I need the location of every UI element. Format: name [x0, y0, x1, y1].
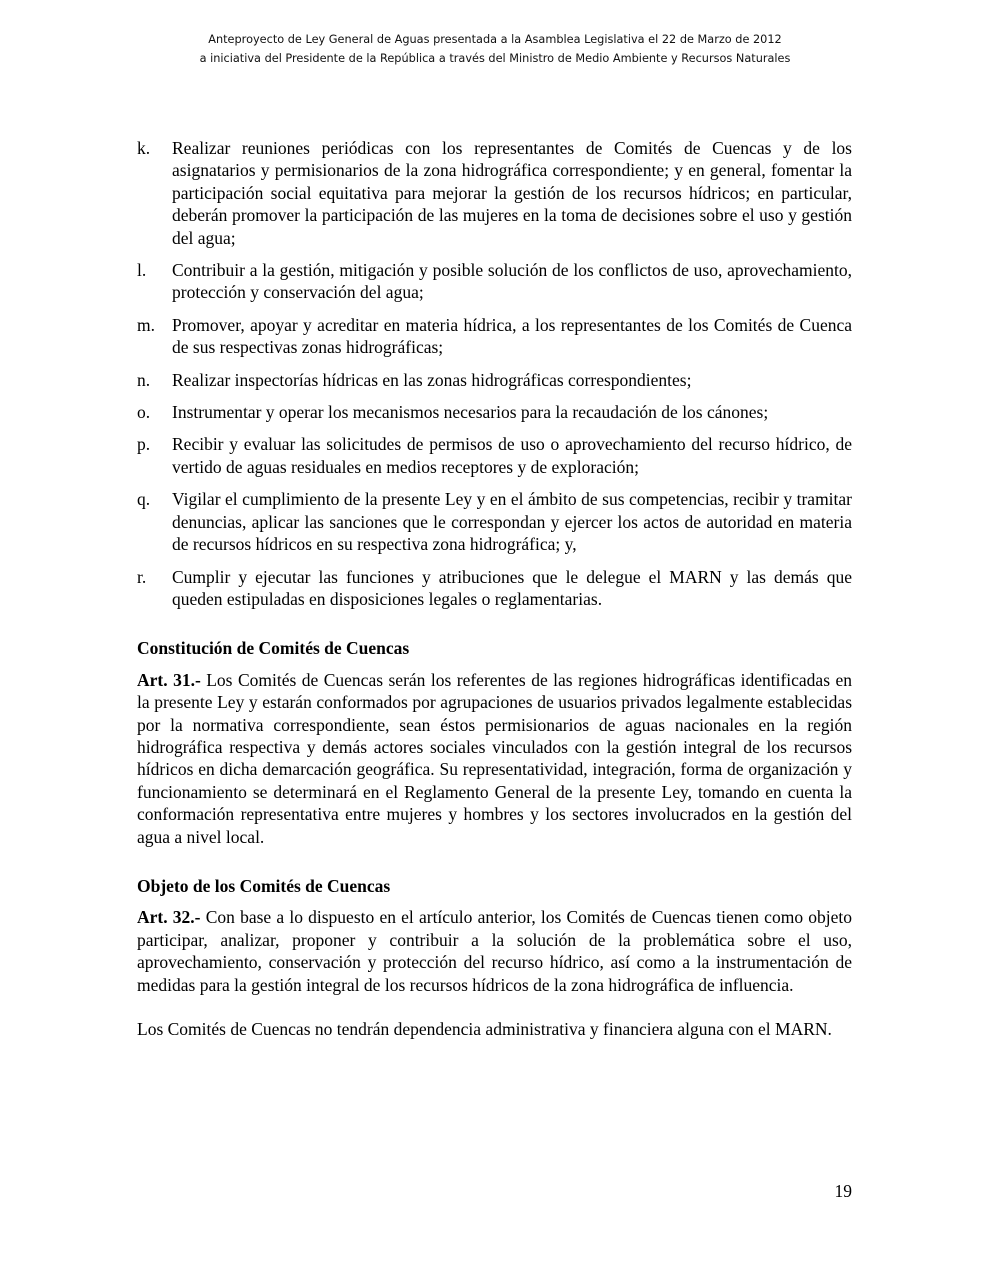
item-text: Realizar reuniones periódicas con los representantes de Comités de Cuencas y de los asignatarios y permisionarios de la zona hidrográfica correspondiente; y en general, fomentar la participación social equitativa para mejorar la gestión de los recursos hídricos; en particular, deberán promover la participación de las mujeres en la toma de decisiones sobre el uso y gestión del agua;	[172, 138, 852, 248]
article-text: Con base a lo dispuesto en el artículo anterior, los Comités de Cuencas tienen como objeto participar, analizar, proponer y contribuir a la solución de la problemática sobre el uso, aprovechamiento, conservación y protección del recurso hídrico, así como a la instrumentación de medidas para la gestión integral de los recursos hídricos de la zona hidrográfica de influencia.	[137, 907, 853, 995]
header-line-1: Anteproyecto de Ley General de Aguas presentada a la Asamblea Legislativa el 22 de Marzo de 2012	[208, 33, 782, 46]
item-text: Realizar inspectorías hídricas en las zonas hidrográficas correspondientes;	[172, 369, 692, 390]
item-letter: q.	[137, 489, 151, 510]
page-header	[0, 30, 990, 68]
article-32	[137, 906, 852, 996]
item-text: Recibir y evaluar las solicitudes de permisos de uso o aprovechamiento del recurso hídrico, de vertido de aguas residuales en medios receptores y de exploración;	[172, 434, 852, 477]
article-label: Art. 31.-	[137, 669, 201, 690]
item-text: Promover, apoyar y acreditar en materia hídrica, a los representantes de los Comités de Cuenca de sus respectivas zonas hidrográficas;	[172, 314, 852, 358]
item-letter: o.	[137, 402, 151, 423]
item-letter: r.	[137, 566, 147, 587]
list-item	[137, 369, 852, 391]
item-letter: k.	[137, 138, 151, 158]
item-text: Instrumentar y operar los mecanismos necesarios para la recaudación de los cánones;	[172, 402, 769, 423]
list-item	[137, 488, 852, 555]
list-item	[137, 314, 852, 359]
article-31	[137, 669, 852, 848]
item-letter: l.	[137, 260, 147, 281]
list-item	[137, 566, 852, 611]
closing-paragraph: Los Comités de Cuencas no tendrán dependencia administrativa y financiera alguna con el MARN.	[137, 1019, 832, 1039]
article-label: Art. 32.-	[137, 907, 201, 928]
section-heading-objeto: Objeto de los Comités de Cuencas	[137, 875, 391, 896]
list-item	[137, 401, 852, 423]
section-heading-constitucion: Constitución de Comités de Cuencas	[137, 638, 410, 659]
document-body	[137, 137, 852, 1058]
item-letter: p.	[137, 434, 151, 455]
item-letter: n.	[137, 369, 151, 390]
list-item	[137, 137, 852, 249]
item-text: Vigilar el cumplimiento de la presente Ley y en el ámbito de sus competencias, recibir y tramitar denuncias, aplicar las sanciones que le correspondan y ejercer los actos de autoridad en materia de recursos hídricos en su respectiva zona hidrográfica; y,	[172, 489, 852, 555]
page-number: 19	[834, 1181, 852, 1201]
list-item	[137, 259, 852, 304]
item-text: Contribuir a la gestión, mitigación y posible solución de los conflictos de uso, aprovechamiento, protección y conservación del agua;	[172, 260, 852, 303]
article-text: Los Comités de Cuencas serán los referentes de las regiones hidrográficas identificadas en la presente Ley y estarán conformados por agrupaciones de usuarios privados legalmente establecidas por la normativa correspondiente, sean éstos permisionarios de aguas nacionales en la región hidrográfica respectiva y demás actores sociales vinculados con la gestión integral de los recursos hídricos en dicha demarcación geográfica. Su representatividad, integración, forma de organización y funcionamiento se determinará en el Reglamento General de la presente Ley, tomando en cuenta la conformación representativa entre mujeres y hombres y los sectores involucrados en la gestión del agua a nivel local.	[137, 669, 852, 847]
header-line-2: a iniciativa del Presidente de la República a través del Ministro de Medio Ambiente y Recursos Naturales	[199, 52, 791, 65]
item-text: Cumplir y ejecutar las funciones y atribuciones que le delegue el MARN y las demás que queden estipuladas en disposiciones legales o reglamentarias.	[172, 566, 852, 609]
item-letter: m.	[137, 314, 155, 335]
list-item	[137, 433, 852, 478]
